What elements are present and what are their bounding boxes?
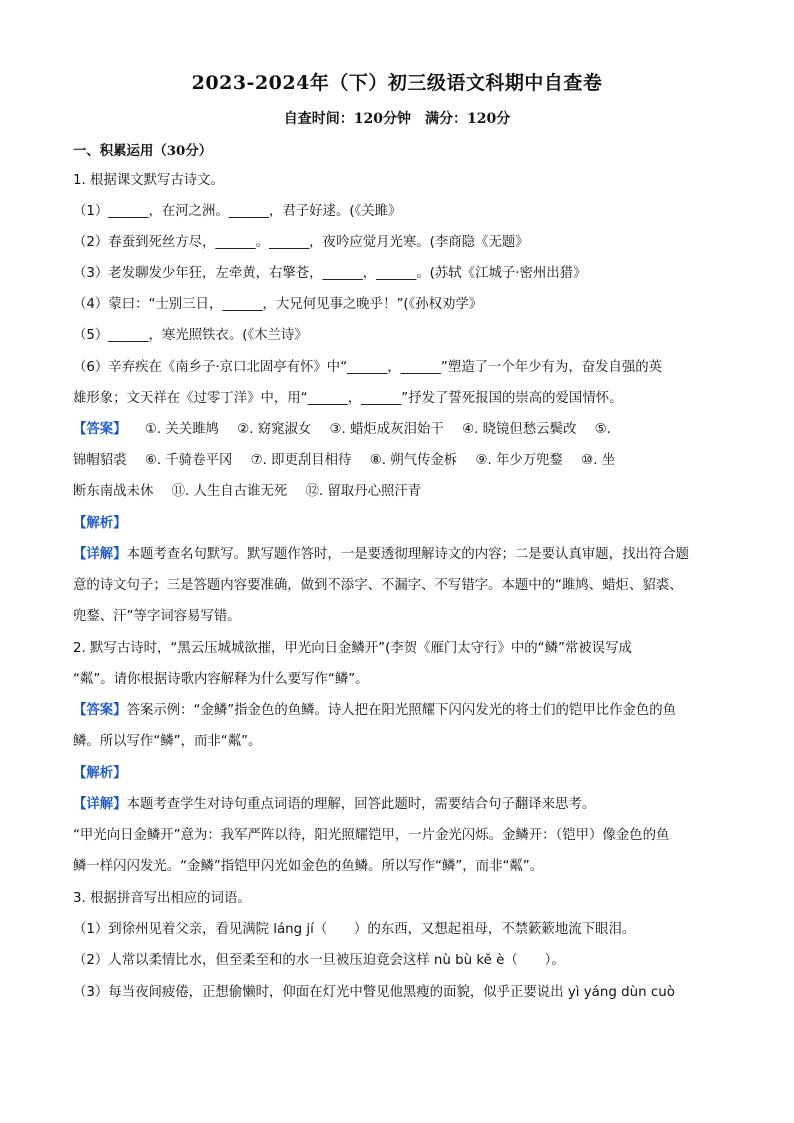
answer-tag: 【答案】	[73, 703, 127, 718]
detail-text: 本题考查名句默写。默写题作答时，一是要透彻理解诗文的内容；二是要认真审题，找出符合题	[126, 547, 689, 562]
q1-answer-row-1	[73, 421, 723, 439]
answer-item: 断东南战未休	[73, 484, 154, 499]
q3-line-3: （3）每当夜间疲倦，正想偷懒时，仰面在灯光中瞥见他黑瘦的面貌，似乎正要说出 yì yáng dùn cuò	[73, 985, 675, 1000]
answer-tag: 【答案】	[73, 422, 127, 437]
analysis-tag: 【解析】	[73, 766, 127, 781]
q2-detail-1	[73, 796, 723, 814]
answer-item: ②. 窈窕淑女	[237, 422, 312, 437]
detail-text: 本题考查学生对诗句重点词语的理解，回答此题时，需要结合句子翻译来思考。	[126, 797, 596, 812]
answer-item: ④. 晓镜但愁云鬓改	[462, 422, 577, 437]
q2-answer-2: 鳞。所以写作“鳞”，而非“粼”。	[73, 734, 262, 749]
q1-detail-3: 兜鍪、汗”等字词容易写错。	[73, 609, 241, 624]
section-heading: 一、积累运用（30分）	[73, 143, 213, 159]
q1-stem: 1. 根据课文默写古诗文。	[73, 173, 224, 188]
q3-stem: 3. 根据拼音写出相应的词语。	[73, 891, 251, 906]
q2-stem-2: “粼”。请你根据诗歌内容解释为什么要写作“鳞”。	[73, 672, 369, 687]
page-subtitle: 自查时间：120分钟 满分：120分	[283, 111, 511, 127]
answer-item: ⑨. 年少万兜鍪	[475, 453, 563, 468]
q2-detail-3: 鳞一样闪闪发光。“金鳞”指铠甲闪光如金色的鱼鳞。所以写作“鳞”，而非“粼”。	[73, 859, 544, 874]
answer-item: ⑪. 人生自古谁无死	[171, 484, 288, 499]
q1-line-6a: （6）辛弃疾在《南乡子·京口北固亭有怀》中“______，______”塑造了一个年少有为，奋发自强的英	[73, 360, 663, 375]
q3-line-2: （2）人常以柔情比水，但至柔至和的水一旦被压迫竟会这样 nù bù kě è（ ）。	[73, 953, 565, 968]
q1-line-5: （5）______，寒光照铁衣。(《木兰诗》	[73, 328, 308, 343]
detail-tag: 【详解】	[73, 797, 127, 812]
answer-item: ⑤.	[594, 422, 611, 437]
q1-line-2: （2）春蚕到死丝方尽，______。______，夜吟应觉月光寒。(李商隐《无题》	[73, 235, 529, 250]
page-title: 2023-2024年（下）初三级语文科期中自查卷	[191, 72, 603, 94]
q2-stem-1: 2. 默写古诗时，“黑云压城城欲摧，甲光向日金鳞开”(李贺《雁门太守行》中的“鳞”常被误写成	[73, 641, 632, 656]
q1-line-3: （3）老发聊发少年狂，左牵黄，右擎苍，______，______。(苏轼《江城子·密州出猎》	[73, 266, 587, 281]
answer-item: 锦帽貂裘	[73, 453, 127, 468]
q3-line-1: （1）到徐州见着父亲，看见满院 láng jí（ ）的东西，又想起祖母，不禁簌簌地流下眼泪。	[73, 922, 636, 937]
answer-item: ⑧. 朔气传金柝	[369, 453, 458, 468]
q2-detail-2: “甲光向日金鳞开”意为：我军严阵以待，阳光照耀铠甲，一片金光闪烁。金鳞开：（铠甲）像金色的鱼	[73, 828, 670, 843]
analysis-tag: 【解析】	[73, 516, 127, 531]
answer-item: ①. 关关雎鸠	[144, 422, 219, 437]
answer-item: ⑩. 坐	[581, 453, 616, 468]
q1-line-4: （4）蒙曰：“士别三日，______，大兄何见事之晚乎！”(《孙权劝学》	[73, 297, 483, 312]
answer-item: ⑫. 留取丹心照汗青	[305, 484, 422, 499]
detail-tag: 【详解】	[73, 547, 127, 562]
q1-line-6b: 雄形象；文天祥在《过零丁洋》中，用“______，______”抒发了誓死报国的崇高的爱国情怀。	[73, 391, 623, 406]
answer-item: ⑦. 即更刮目相待	[250, 453, 352, 468]
q1-detail-1	[73, 546, 723, 564]
q1-line-1: （1）______，在河之洲。______，君子好逑。(《关雎》	[73, 204, 402, 219]
q2-answer-1	[73, 702, 723, 720]
q1-answer-row-2	[73, 452, 723, 470]
q1-detail-2: 意的诗文句子；三是答题内容要准确，做到不添字、不漏字、不写错字。本题中的“雎鸠、蜡炬、貂裘、	[73, 578, 683, 593]
answer-item: ③. 蜡炬成灰泪始干	[329, 422, 444, 437]
q1-answer-row-3	[73, 483, 723, 501]
answer-item: ⑥. 千骑卷平冈	[144, 453, 233, 468]
answer-text: 答案示例：“金鳞”指金色的鱼鳞。诗人把在阳光照耀下闪闪发光的将士们的铠甲比作金色的鱼	[126, 703, 677, 718]
